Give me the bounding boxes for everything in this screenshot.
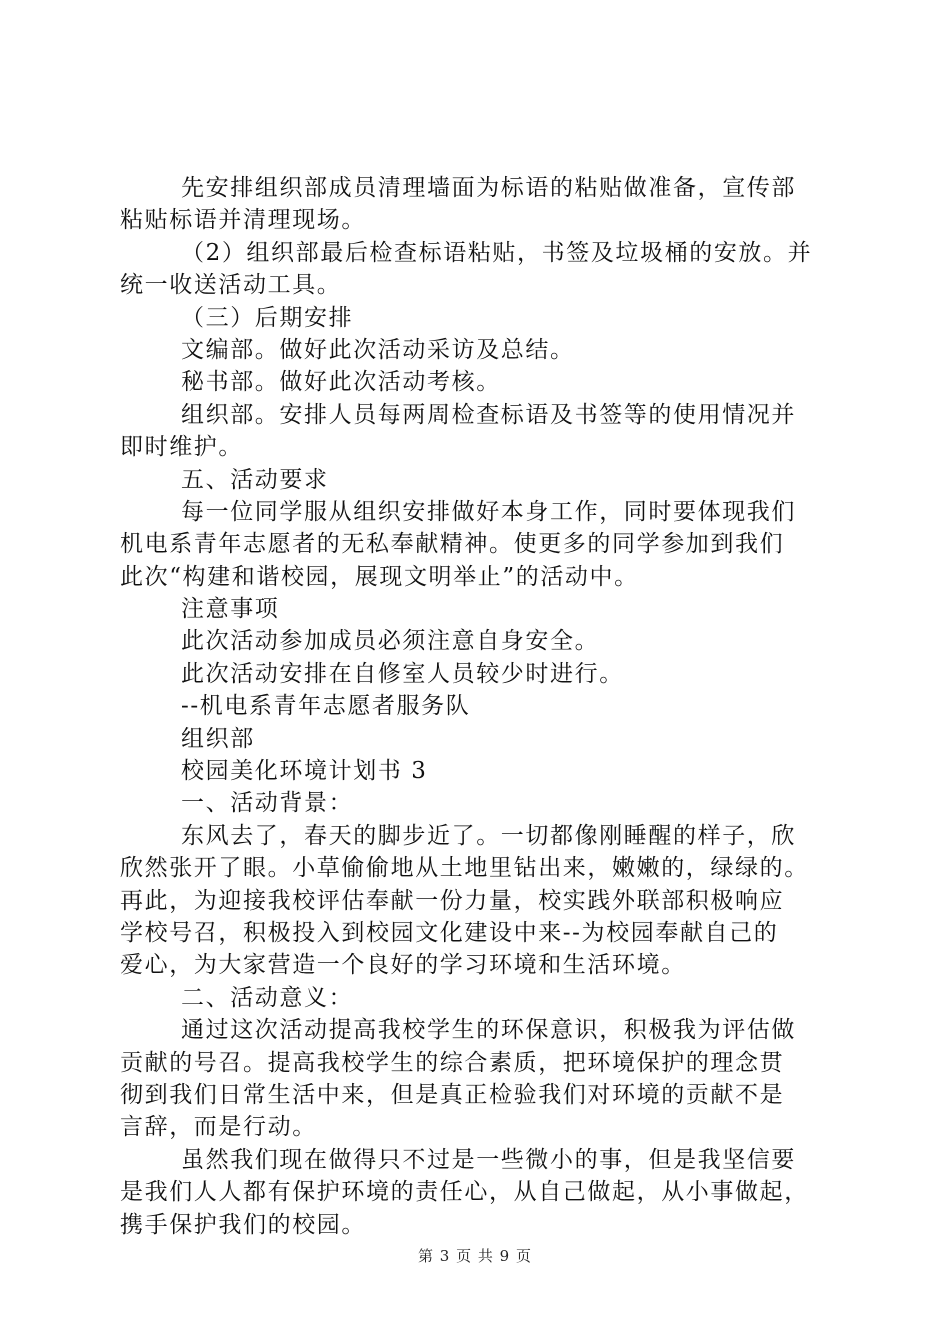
text-line: 爱心，为大家营造一个良好的学习环境和生活环境。 [120,952,686,979]
text-line: 统一收送活动工具。 [120,272,342,299]
text-line: 此次活动参加成员必须注意自身安全。 [181,628,600,655]
text-line: （三）后期安排 [181,304,354,331]
text-line: 欣然张开了眼。小草偷偷地从土地里钻出来，嫩嫩的，绿绿的。 [120,855,809,882]
text-line: 虽然我们现在做得只不过是一些微小的事，但是我坚信要 [181,1146,796,1173]
text-line: 东风去了，春天的脚步近了。一切都像刚睡醒的样子，欣 [181,822,796,849]
text-line: 二、活动意义： [181,984,354,1011]
text-line: 文编部。做好此次活动采访及总结。 [181,336,575,363]
text-line: 注意事项 [181,596,280,623]
text-line: 携手保护我们的校园。 [120,1211,366,1238]
text-line: 即时维护。 [120,434,243,461]
text-line: （2）组织部最后检查标语粘贴，书签及垃圾桶的安放。并 [181,239,813,266]
page-number-footer: 第 3 页 共 9 页 [418,1247,532,1265]
text-line: 组织部 [181,725,255,752]
text-line: 彻到我们日常生活中来，但是真正检验我们对环境的贡献不是 [120,1081,785,1108]
text-line: 机电系青年志愿者的无私奉献精神。使更多的同学参加到我们 [120,531,785,558]
text-line: 学校号召，积极投入到校园文化建设中来--为校园奉献自己的 [120,919,779,946]
document-body [120,172,832,1241]
text-line: 每一位同学服从组织安排做好本身工作，同时要体现我们 [181,498,796,525]
text-line: 组织部。安排人员每两周检查标语及书签等的使用情况并 [181,401,796,428]
text-line: 此次活动安排在自修室人员较少时进行。 [181,660,624,687]
text-line: 先安排组织部成员清理墙面为标语的粘贴做准备，宣传部 [181,175,796,201]
text-line: 贡献的号召。提高我校学生的综合素质，把环境保护的理念贯 [120,1049,785,1076]
text-line: 秘书部。做好此次活动考核。 [181,369,501,396]
text-line: 言辞，而是行动。 [120,1114,317,1141]
text-line: 此次“构建和谐校园，展现文明举止”的活动中。 [120,563,639,590]
text-line: 粘贴标语并清理现场。 [120,207,366,234]
text-line: 一、活动背景： [181,790,354,817]
text-line: --机电系青年志愿者服务队 [181,693,471,720]
text-line: 校园美化环境计划书 3 [181,758,428,785]
text-line: 五、活动要求 [181,466,329,493]
text-line: 再此，为迎接我校评估奉献一份力量，校实践外联部积极响应 [120,887,785,914]
text-line: 通过这次活动提高我校学生的环保意识，积极我为评估做 [181,1017,796,1044]
text-line: 是我们人人都有保护环境的责任心，从自己做起，从小事做起， [120,1179,809,1206]
